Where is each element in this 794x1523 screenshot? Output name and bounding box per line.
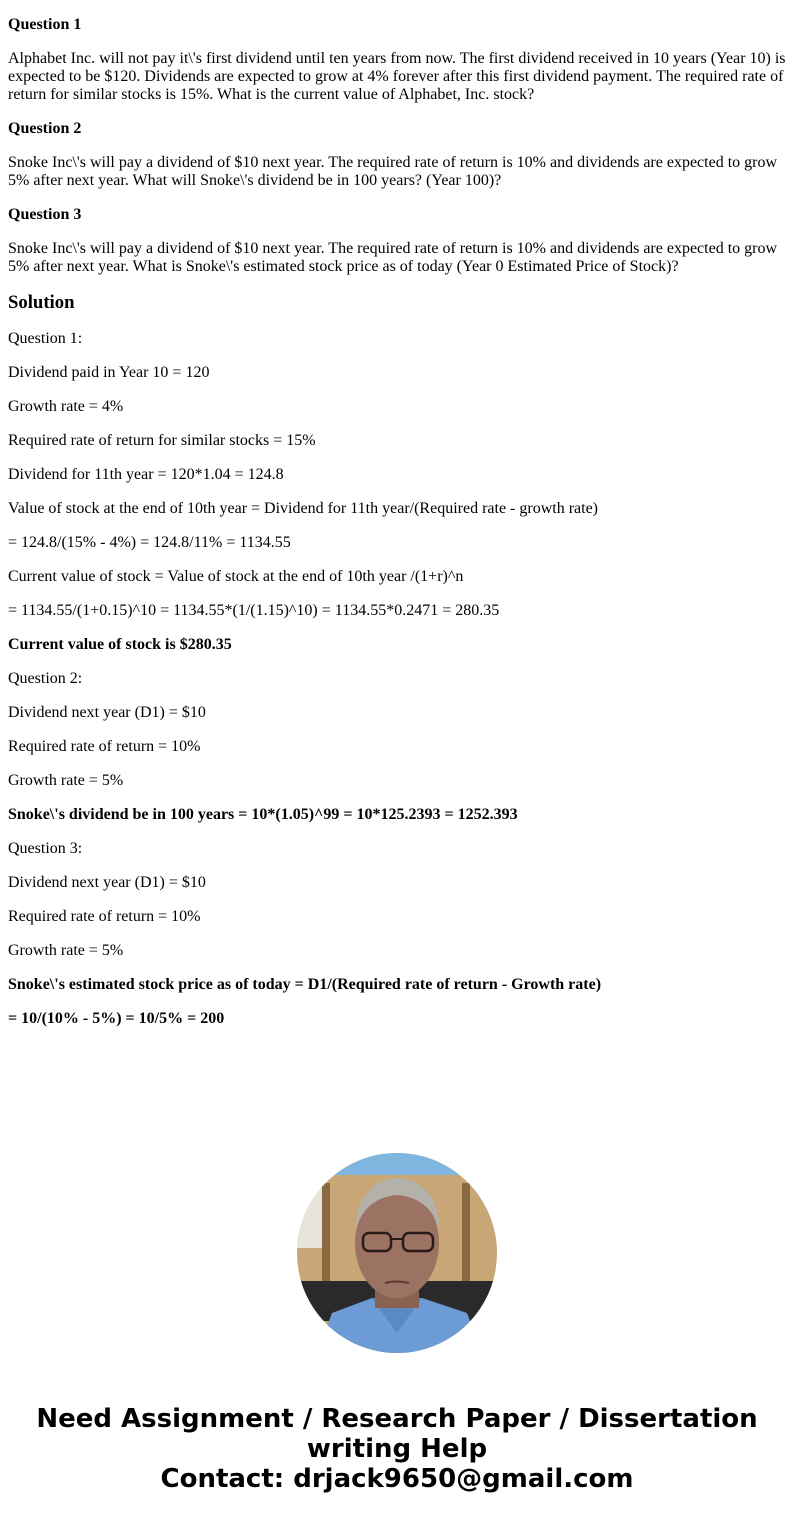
solution-line: Required rate of return for similar stocks = 15% (8, 432, 316, 449)
solution-line: Question 2: (8, 670, 83, 687)
solution-line: Dividend paid in Year 10 = 120 (8, 364, 210, 381)
footer-line-1: Need Assignment / Research Paper / Dissertation (36, 1404, 758, 1434)
solution-line: Dividend next year (D1) = $10 (8, 704, 206, 721)
solution-line: Required rate of return = 10% (8, 738, 201, 755)
solution-answer-3: = 10/(10% - 5%) = 10/5% = 200 (8, 1010, 225, 1027)
solution-line: Growth rate = 4% (8, 398, 124, 415)
footer-contact-email: Contact: drjack9650@gmail.com (160, 1464, 634, 1494)
solution-line: Dividend next year (D1) = $10 (8, 874, 206, 891)
solution-line: Question 3: (8, 840, 83, 857)
solution-line: Growth rate = 5% (8, 942, 124, 959)
solution-answer-2: Snoke\'s dividend be in 100 years = 10*(1.05)^99 = 10*125.2393 = 1252.393 (8, 806, 518, 823)
solution-line: = 124.8/(15% - 4%) = 124.8/11% = 1134.55 (8, 534, 291, 551)
solution-answer-1: Current value of stock is $280.35 (8, 636, 232, 653)
document (8, 0, 788, 1044)
solution-line: Required rate of return = 10% (8, 908, 201, 925)
solution-line: Growth rate = 5% (8, 772, 124, 789)
solution-heading: Solution (8, 292, 75, 313)
solution-line: Question 1: (8, 330, 83, 347)
solution-line: Value of stock at the end of 10th year = Dividend for 11th year/(Required rate - growth rate) (8, 500, 598, 517)
solution-line: Current value of stock = Value of stock at the end of 10th year /(1+r)^n (8, 568, 464, 585)
solution-line: = 1134.55/(1+0.15)^10 = 1134.55*(1/(1.15)^10) = 1134.55*0.2471 = 280.35 (8, 602, 500, 619)
solution-line: Dividend for 11th year = 120*1.04 = 124.8 (8, 466, 284, 483)
contact-footer (0, 1404, 794, 1494)
footer-line-2: writing Help (306, 1434, 488, 1464)
question-2-text: Snoke Inc\'s will pay a dividend of $10 next year. The required rate of return is 10% and dividends are expected to grow 5% after next year. What will Snoke\'s dividend be in 100 years? (Year 100)? (8, 154, 778, 189)
solution-answer-3-formula: Snoke\'s estimated stock price as of today = D1/(Required rate of return - Growth rate) (8, 976, 602, 993)
question-3-text: Snoke Inc\'s will pay a dividend of $10 next year. The required rate of return is 10% and dividends are expected to grow 5% after next year. What is Snoke\'s estimated stock price as of today (Year 0 Estimated Price of Stock)? (8, 240, 778, 275)
question-3-title: Question 3 (8, 206, 82, 223)
question-1-text: Alphabet Inc. will not pay it\'s first dividend until ten years from now. The first dividend received in 10 years (Year 10) is expected to be $120. Dividends are expected to grow at 4% forever after this first dividend payment. The required rate of return for similar stocks is 15%. What is the current value of Alphabet, Inc. stock? (8, 50, 786, 103)
question-2-title: Question 2 (8, 120, 82, 137)
question-1-title: Question 1 (8, 16, 82, 33)
author-photo (297, 1153, 497, 1353)
